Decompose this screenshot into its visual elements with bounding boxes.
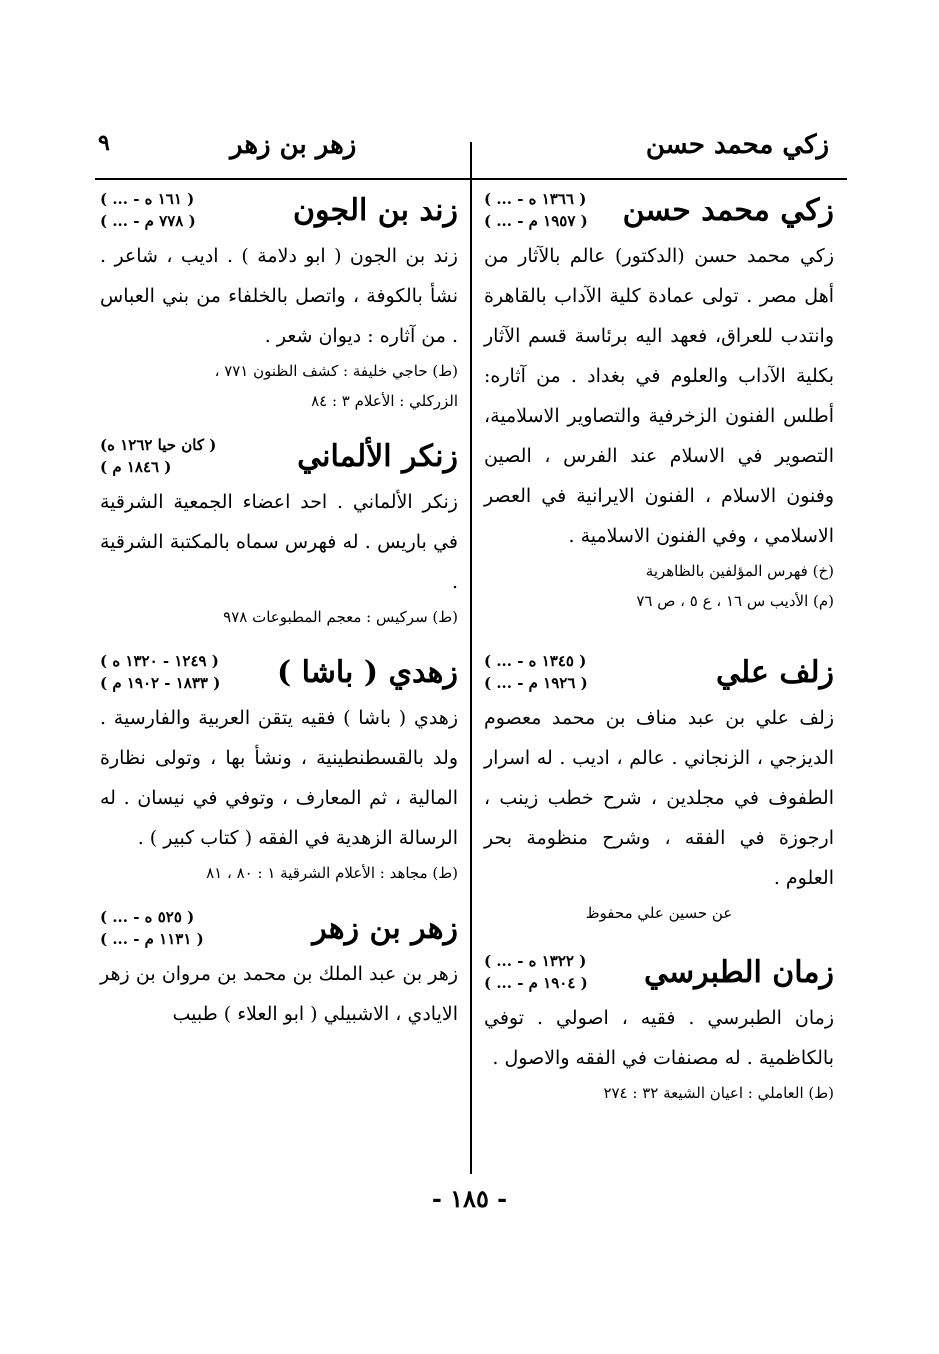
entry-body: زمان الطبرسي . فقيه ، اصولي . توفي بالكاظمية . له مصنفات في الفقه والاصول . (484, 1007, 834, 1069)
entry-dates (100, 650, 220, 694)
entry-source: (م) الأديب س ١٦ ، ع ٥ ، ص ٧٦ (636, 592, 834, 610)
entry (484, 650, 834, 928)
entry (484, 950, 834, 1108)
date-hijri: ( ... - ١٣٦٦ ه ) (484, 190, 587, 208)
page-number: - ١٨٥ - (431, 1184, 508, 1213)
date-hijri: ( ١٢٤٩ - ١٣٢٠ ه ) (100, 652, 219, 670)
date-gregorian: ( ... - ١٩٠٤ م ) (484, 974, 588, 992)
date-gregorian: ( ١٨٤٦ م ) (100, 458, 172, 476)
entry-title: زند بن الجون (292, 192, 458, 228)
entry-source: (خ) فهرس المؤلفين بالظاهرية (645, 562, 834, 580)
column-divider (470, 142, 472, 1174)
entry-source: (ط) سركيس : معجم المطبوعات ٩٧٨ (223, 608, 458, 626)
entry (100, 906, 458, 1034)
entry-title: زهدي ( باشا ) (276, 654, 458, 690)
entry (484, 188, 834, 616)
date-hijri: ( ... - ١٦١ ه ) (100, 190, 195, 208)
entry-title: زهر بن زهر (312, 910, 458, 946)
left-column (100, 188, 458, 1052)
date-hijri: ( ... - ١٣٢٢ ه ) (484, 952, 587, 970)
entry-body: زهر بن عبد الملك بن محمد بن مروان بن زهر الايادي ، الاشبيلي ( ابو العلاء ) طبيب (100, 963, 458, 1025)
date-gregorian: ( ١٨٣٣ - ١٩٠٢ م ) (100, 674, 221, 692)
entry-dates (484, 950, 588, 994)
entry-body: زنكر الألماني . احد اعضاء الجمعية الشرقية في باريس . له فهرس سماه بالمكتبة الشرقية . (100, 491, 458, 593)
entry-body: زند بن الجون ( ابو دلامة ) . اديب ، شاعر . نشأ بالكوفة ، واتصل بالخلفاء من بني العباس . من آثاره : ديوان شعر . (100, 245, 458, 347)
entry-source: (ط) حاجي خليفة : كشف الظنون ٧٧١ ، (214, 362, 458, 380)
date-gregorian: ( ... - ٧٧٨ م ) (100, 212, 196, 230)
entry-title: زكي محمد حسن (622, 192, 834, 228)
entry (100, 188, 458, 416)
date-hijri: ( ... - ٥٢٥ ه ) (100, 908, 195, 926)
entry-title: زنكر الألماني (297, 438, 458, 474)
entry-author: عن حسين علي محفوظ (585, 904, 733, 922)
right-column (484, 188, 834, 1126)
date-gregorian: ( ... - ١٩٥٧ م ) (484, 212, 588, 230)
running-header-right: زكي محمد حسن (645, 130, 829, 160)
entry-dates (484, 650, 588, 694)
entry-title: زمان الطبرسي (643, 954, 834, 990)
entry-title: زلف علي (716, 654, 834, 690)
corner-mark: ٩ (98, 130, 110, 156)
entry-source: (ط) العاملي : اعيان الشيعة ٣٢ : ٢٧٤ (603, 1084, 834, 1102)
date-hijri: ( ... - ١٣٤٥ ه ) (484, 652, 587, 670)
entry-dates (100, 188, 196, 232)
date-gregorian: ( ... - ١٩٢٦ م ) (484, 674, 588, 692)
entry-dates (484, 188, 588, 232)
date-gregorian: ( ... - ١١٣١ م ) (100, 930, 204, 948)
entry-body: زلف علي بن عبد مناف بن محمد معصوم الديزجي ، الزنجاني . عالم ، اديب . له اسرار الطفوف في مجلدين ، شرح خطب زينب ، ارجوزة في الفقه ، وشرح منظومة بحر العلوم . (484, 707, 834, 889)
entry-dates (100, 434, 216, 478)
entry-body: زهدي ( باشا ) فقيه يتقن العربية والفارسية . ولد بالقسطنطينية ، ونشأ بها ، وتولى نظارة المالية ، ثم المعارف ، وتوفي في نيسان . له الرسالة الزهدية في الفقه ( كتاب كبير ) . (100, 707, 458, 849)
running-header-left: زهر بن زهر (230, 130, 357, 160)
entry-source: الزركلي : الأعلام ٣ : ٨٤ (311, 392, 458, 410)
date-hijri: (كان حيا ١٢٦٢ ه ) (100, 436, 217, 454)
entry (100, 650, 458, 888)
entry (100, 434, 458, 632)
entry-source: (ط) مجاهد : الأعلام الشرقية ١ : ٨٠ ، ٨١ (206, 864, 458, 882)
entry-dates (100, 906, 204, 950)
entry-body: زكي محمد حسن (الدكتور) عالم بالآثار من أهل مصر . تولى عمادة كلية الآداب بالقاهرة وانتدب للعراق، فعهد اليه برئاسة قسم الآثار بكلية الآداب والعلوم في بغداد . من آثاره: أطلس الفنون الزخرفية والتصاوير الاسلامية، التصوير في الاسلام عند الفرس ، الصين وفنون الاسلام ، الفنون الايرانية في العصر الاسلامي ، وفي الفنون الاسلامية . (484, 245, 834, 547)
